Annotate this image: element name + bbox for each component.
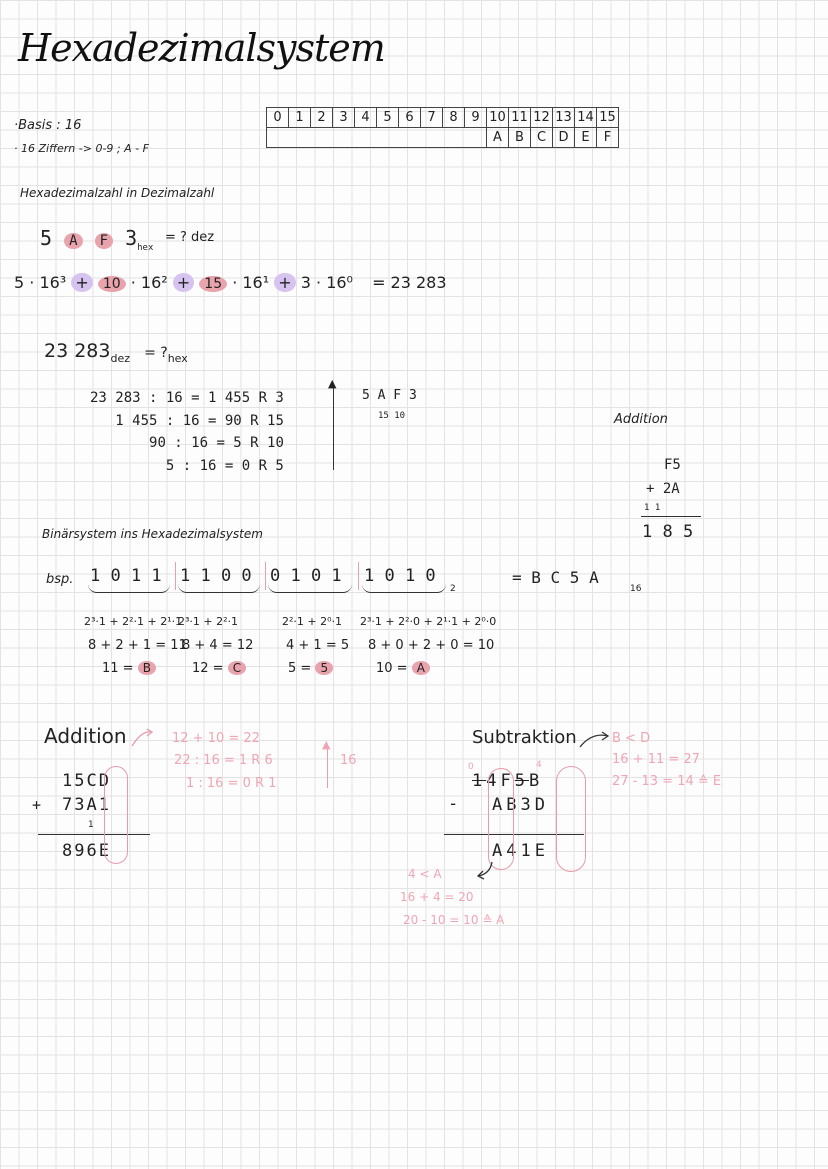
highlight-oval [556,766,586,872]
borrow-mark: 0 [468,762,474,772]
addition-title: Addition [44,724,127,748]
addition-carry: 1 [88,820,94,830]
value-mark: 10 [98,276,126,292]
mapping-item [102,661,156,676]
digit: 3 [520,795,535,815]
hex-table-letter [399,128,421,148]
dec-to-hex-eq: = ? [144,345,168,361]
digit: 5 [74,771,87,791]
hex-table-letter: C [531,128,553,148]
division-row: 23 283 : 16 = 1 455 R 3 [90,390,284,406]
expansion-result: = 23 283 [372,273,447,292]
mapping-hex: C [228,661,246,675]
sum-line: 8 + 0 + 2 + 0 = 10 [368,638,495,653]
hex-digit: 3 [125,226,138,250]
digit: 1 [62,771,75,791]
group-divider [175,562,176,590]
hex-table-letter [267,128,289,148]
hex-table-digit: 0 [267,108,289,128]
hex-table-digit: 7 [421,108,443,128]
bsp-label: bsp. [46,572,74,587]
subtraktion-note: 4 < A [408,867,442,881]
digit: E [98,841,111,861]
hex-table-digit: 1 [289,108,311,128]
side-addition-carry: 1 1 [644,503,661,513]
hex-table-letter: B [509,128,531,148]
dec-to-hex-line [44,340,188,365]
hex-digit-highlight: F [95,233,113,249]
ziffern-line: · 16 Ziffern -> 0-9 ; A - F [14,142,149,155]
digit: D [534,795,549,815]
group-divider [265,562,266,590]
digit: 1 [472,771,487,791]
hex-table-letter [311,128,333,148]
hex-to-dec-heading: Hexadezimalzahl in Dezimalzahl [20,186,215,200]
expansion-term: 3 · 16⁰ [300,273,353,292]
hex-table-digit: 5 [377,108,399,128]
subtraktion-curve-arrow-icon [474,860,496,880]
dec-to-hex-result-values: 15 10 [378,411,406,421]
digit: F [500,771,515,791]
binary-group: 1 1 0 0 [180,566,252,586]
side-addition-line1: F5 [664,457,681,473]
plus-sign: + [32,796,42,814]
addition-note-side: 16 [340,753,357,768]
digit: 5 [514,771,529,791]
addition-arrow-icon [130,728,156,750]
hex-table-letter: D [553,128,575,148]
digit: E [534,841,549,861]
highlight-oval [104,766,128,864]
page-title: Hexadezimalsystem [18,26,385,70]
binary-group: 1 0 1 0 [364,566,436,586]
power-line: 2³·1 + 2²·1 [178,615,239,628]
digit: A [86,795,99,815]
binary-result: = B C 5 A [512,568,599,587]
digit: 1 [98,795,111,815]
expansion-term: · 16² [130,273,168,292]
binary-heading: Binärsystem ins Hexadezimalsystem [42,527,263,541]
mapping-value: 5 = [288,661,312,676]
up-arrow-icon: ▲ [328,377,337,390]
subtraktion-arrow-icon [578,730,612,750]
addition-note: 22 : 16 = 1 R 6 [174,753,273,768]
basis-line: ·Basis : 16 [14,118,82,133]
binary-group: 0 1 0 1 [270,566,342,586]
hex-table-letter [289,128,311,148]
addition-rule [38,834,150,835]
hex-number [40,226,153,253]
group-brace [178,584,260,593]
mapping-item [288,661,333,676]
digit: D [98,771,111,791]
division-row: 1 455 : 16 = 90 R 15 [115,412,284,429]
hex-table-digit: 9 [465,108,487,128]
highlight-oval [488,768,514,870]
sum-line: 8 + 4 = 12 [182,638,254,653]
expansion-term: 5 · 16³ [14,273,67,292]
subtraktion-note: 20 - 10 = 10 ≙ A [403,913,505,927]
question-dez: = ? dez [165,230,215,245]
hex-digit-highlight: A [64,233,82,249]
group-brace [268,584,352,593]
division-steps [90,387,284,477]
subtraktion-note: B < D [612,731,651,746]
mapping-hex: 5 [315,661,333,675]
digit: 4 [486,771,501,791]
side-addition-title: Addition [614,412,668,427]
hex-table-letter: E [575,128,597,148]
borrow-mark: 4 [536,760,542,770]
side-addition-result: 1 8 5 [642,522,694,542]
digit: 6 [86,841,99,861]
pink-arrow-line [327,748,328,788]
result-subscript: 16 [630,584,642,594]
hex-subscript: hex [167,351,188,365]
hex-table-letter [465,128,487,148]
hex-subscript: hex [137,243,154,253]
digit: 3 [74,795,87,815]
hex-expansion [14,273,447,292]
hex-table-digit: 4 [355,108,377,128]
binary-group: 1 0 1 1 [90,566,162,586]
division-row: 90 : 16 = 5 R 10 [149,435,284,451]
hex-table-digit: 11 [509,108,531,128]
dez-subscript: dez [110,351,131,365]
digit: C [86,771,99,791]
hex-table-digit: 2 [311,108,333,128]
digit: A [492,841,507,861]
minus-sign: - [448,794,459,814]
digit: B [529,771,544,791]
plus-mark: + [71,273,92,292]
mapping-value: 11 = [102,661,134,676]
hex-table-digit: 8 [443,108,465,128]
digit: B [506,795,521,815]
side-addition-line2: + 2A [646,481,680,497]
digit: 1 [520,841,535,861]
hex-table-letter [377,128,399,148]
plus-mark: + [274,273,295,292]
hex-table-digit: 15 [597,108,619,128]
division-row: 5 : 16 = 0 R 5 [165,457,284,474]
hex-table-letter [421,128,443,148]
hex-table-digit: 3 [333,108,355,128]
mapping-item [376,661,430,676]
mapping-value: 12 = [192,661,224,676]
addition-note: 12 + 10 = 22 [172,731,260,746]
dec-to-hex-result: 5 A F 3 [362,388,417,403]
power-line: 2²·1 + 2⁰·1 [282,615,343,628]
digit: 8 [62,841,75,861]
dec-number: 23 283 [44,340,111,362]
group-divider [358,562,359,590]
hex-table-digit: 6 [399,108,421,128]
expansion-term: · 16¹ [232,273,270,292]
power-line: 2³·1 + 2²·0 + 2¹·1 + 2⁰·0 [360,615,497,628]
side-addition-rule [641,516,701,517]
subtraktion-note: 16 + 4 = 20 [400,890,474,904]
mapping-item [192,661,246,676]
subtraktion-title: Subtraktion [472,727,577,748]
power-line: 2³·1 + 2²·1 + 2¹·1 [84,615,183,628]
subtraktion-note: 27 - 13 = 14 ≙ E [612,774,722,789]
hex-table-digit: 12 [531,108,553,128]
hex-table-letter: A [487,128,509,148]
hex-digit-table [266,107,619,148]
pink-up-arrow-icon: ▲ [322,738,331,751]
binary-subscript: 2 [450,584,456,594]
value-mark: 15 [199,276,227,292]
digit: A [492,795,507,815]
sum-line: 4 + 1 = 5 [286,638,350,653]
mapping-value: 10 = [376,661,408,676]
mapping-hex: A [412,661,430,675]
plus-mark: + [173,273,194,292]
digit: 4 [506,841,521,861]
hex-table-digit: 13 [553,108,575,128]
mapping-hex: B [138,661,156,675]
group-brace [88,584,170,593]
hex-table-letter [355,128,377,148]
subtraktion-note: 16 + 11 = 27 [612,752,700,767]
digit: 9 [74,841,87,861]
hex-table-letter [333,128,355,148]
up-arrow-line [333,388,334,470]
digit: 7 [62,795,75,815]
hex-table-digit: 14 [575,108,597,128]
hex-table-digit: 10 [487,108,509,128]
sum-line: 8 + 2 + 1 = 11 [88,638,187,653]
hex-table-letter: F [597,128,619,148]
hex-digit: 5 [40,226,53,250]
group-brace [362,584,446,593]
addition-note: 1 : 16 = 0 R 1 [186,776,277,791]
hex-table-letter [443,128,465,148]
